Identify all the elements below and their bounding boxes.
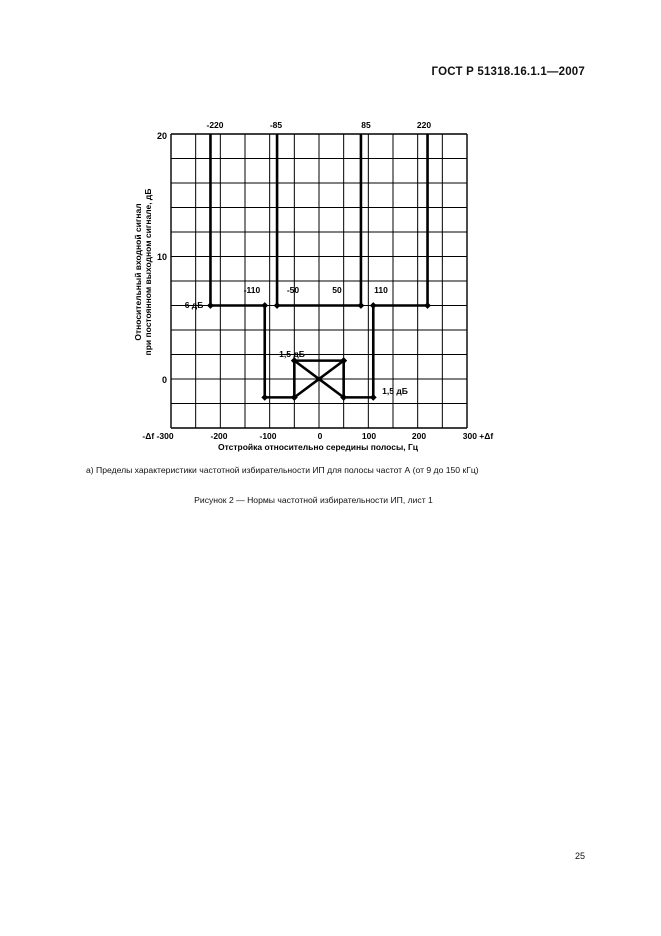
mid-annotation: 110 [374,285,388,295]
y-tick-label: 0 [161,375,167,385]
figure-title [0,495,661,505]
y-tick-label: 20 [156,131,167,141]
data-point-marker [370,394,377,401]
data-point-marker [261,394,268,401]
data-point-marker [358,302,365,309]
top-annotation: 220 [416,120,432,130]
level-label-6db: 6 дБ [184,300,204,310]
level-label-1-5db-lower: 1,5 дБ [382,386,408,396]
data-point-marker [261,302,268,309]
data-point-marker [424,302,431,309]
data-point-marker [207,302,214,309]
x-tick-label: 0 [317,431,323,441]
chart-grid [171,134,467,428]
x-tick-label: -200 [210,431,228,441]
x-axis-title: Отстройка относительно середины полосы, Гц [217,442,419,452]
x-tick-label: 200 [411,431,427,441]
figure-title-text: Рисунок 2 — Нормы частотной избирательности ИП, лист 1 [194,495,433,505]
mid-annotation: 50 [332,285,342,295]
y-axis-title-line2: при постоянном выходном сигнале, дБ [143,188,153,356]
x-axis-left-label: -Δf -300 [142,431,174,441]
level-label-1-5db-upper: 1,5 дБ [279,349,305,359]
top-annotation: -220 [206,120,224,130]
document-code: ГОСТ Р 51318.16.1.1—2007 [431,66,585,78]
x-tick-label: 100 [361,431,377,441]
y-axis-title-line1: Относительный входной сигнал [133,203,143,341]
top-annotation: 85 [361,120,371,130]
mid-annotation: -110 [243,285,261,295]
x-axis-right-label: 300 +Δf [462,431,494,441]
mid-annotation: -50 [286,285,300,295]
page-number: 25 [574,851,585,861]
top-annotation: -85 [269,120,283,130]
y-tick-label: 10 [156,252,167,262]
figure-caption: а) Пределы характеристики частотной избирательности ИП для полосы частот А (от 9 до 150 кГц) [86,465,479,475]
x-tick-label: -100 [259,431,277,441]
data-point-marker [274,302,281,309]
data-point-marker [370,302,377,309]
